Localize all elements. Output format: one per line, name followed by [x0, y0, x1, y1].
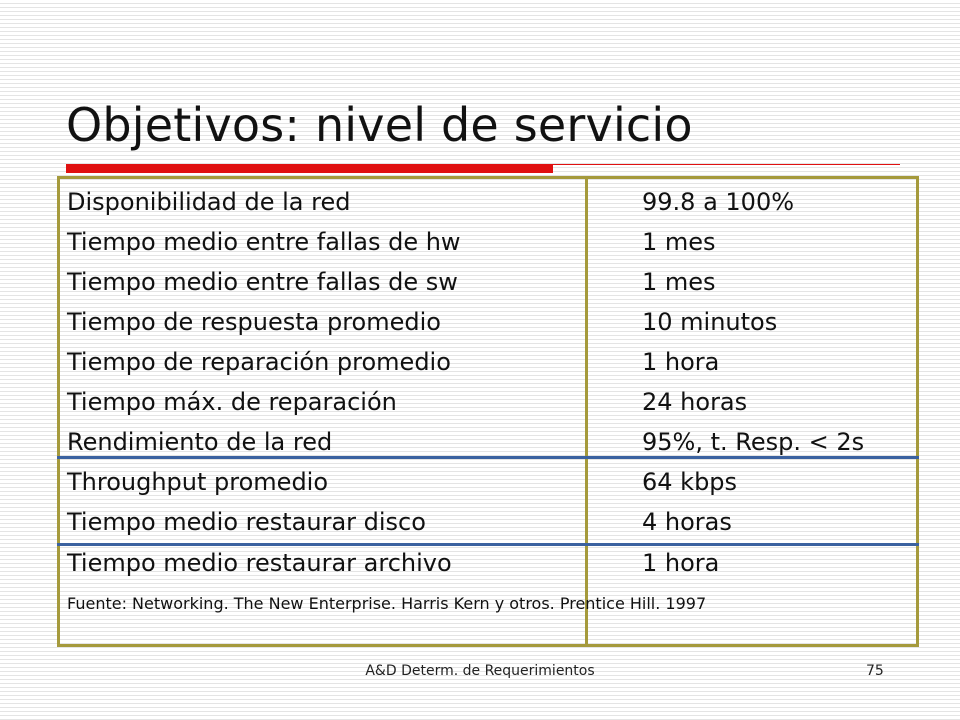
row-label: Rendimiento de la red	[67, 428, 333, 456]
row-label: Throughput promedio	[67, 468, 329, 496]
source-citation: Fuente: Networking. The New Enterprise. Harris Kern y otros. Prentice Hill. 1997	[67, 594, 707, 613]
row-value: 95%, t. Resp. < 2s	[642, 428, 865, 456]
page-number: 75	[866, 663, 884, 679]
row-value: 1 hora	[642, 549, 720, 577]
row-label: Disponibilidad de la red	[67, 188, 351, 216]
row-value: 24 horas	[642, 388, 748, 416]
table-row	[67, 222, 917, 262]
row-value: 4 horas	[642, 508, 732, 536]
row-value: 64 kbps	[642, 468, 738, 496]
table-row	[67, 262, 917, 302]
row-label: Tiempo de reparación promedio	[67, 348, 451, 376]
footer-text: A&D Determ. de Requerimientos	[365, 663, 595, 679]
table-row	[67, 462, 917, 502]
table-row	[67, 543, 917, 583]
row-value: 1 mes	[642, 228, 716, 256]
row-label: Tiempo medio restaurar archivo	[67, 549, 452, 577]
row-label: Tiempo medio restaurar disco	[67, 508, 426, 536]
row-separator	[57, 456, 919, 459]
row-label: Tiempo medio entre fallas de sw	[67, 268, 458, 296]
row-label: Tiempo medio entre fallas de hw	[67, 228, 461, 256]
table-row	[67, 302, 917, 342]
table-row	[67, 382, 917, 422]
row-label: Tiempo máx. de reparación	[67, 388, 397, 416]
table-row	[67, 182, 917, 222]
table-row	[67, 502, 917, 542]
row-value: 99.8 a 100%	[642, 188, 795, 216]
title-underline-bar	[66, 164, 553, 173]
row-label: Tiempo de respuesta promedio	[67, 308, 441, 336]
row-value: 1 hora	[642, 348, 720, 376]
row-value: 1 mes	[642, 268, 716, 296]
slide-title: Objetivos: nivel de servicio	[66, 98, 693, 152]
table-row	[67, 342, 917, 382]
title-underline-line	[553, 164, 900, 165]
row-value: 10 minutos	[642, 308, 778, 336]
